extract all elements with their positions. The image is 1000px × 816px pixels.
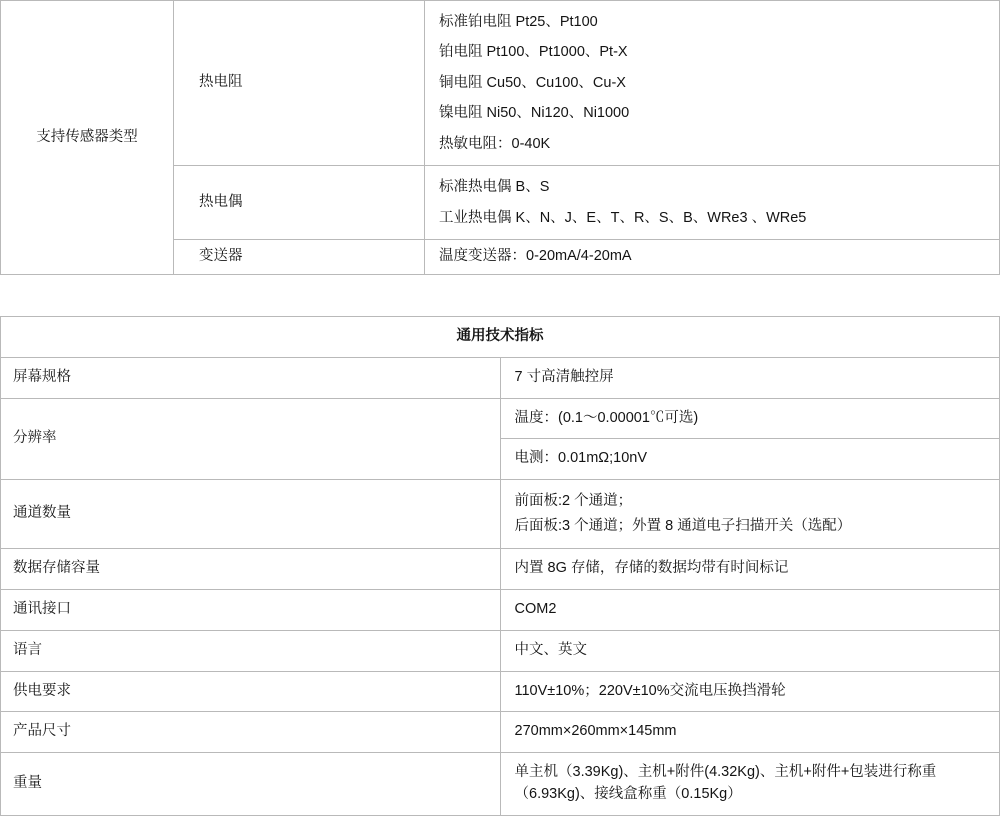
table-row: [1, 398, 1000, 439]
spec-key-screen: 屏幕规格: [1, 357, 501, 398]
sensor-group-values-thermocouple: [425, 166, 1000, 240]
list-item: 工业热电偶 K、N、J、E、T、R、S、B、WRe3 、WRe5: [439, 209, 807, 226]
spec-key-power: 供电要求: [1, 671, 501, 712]
table-row: [1, 671, 1000, 712]
general-spec-table: [0, 316, 1000, 816]
value-list: [439, 7, 999, 159]
table-row: [1, 357, 1000, 398]
spec-key-resolution: 分辨率: [1, 398, 501, 480]
sensor-type-table: [0, 0, 1000, 275]
spec-key-storage: 数据存储容量: [1, 549, 501, 590]
list-item: 铂电阻 Pt100、Pt1000、Pt-X: [439, 44, 628, 61]
spec-key-language: 语言: [1, 630, 501, 671]
spec-key-weight: 重量: [1, 753, 501, 816]
spec-key-interface: 通讯接口: [1, 590, 501, 631]
sensor-group-values-rtd: [425, 1, 1000, 166]
general-spec-table-container: [0, 316, 1000, 816]
table-row: [1, 753, 1000, 816]
sensor-group-name-transmitter: 变送器: [174, 240, 425, 275]
spec-value-weight: 单主机（3.39Kg)、主机+附件(4.32Kg)、主机+附件+包装进行称重（6.93Kg)、接线盒称重（0.15Kg）: [500, 753, 1000, 816]
value-list: [515, 489, 1000, 539]
spec-key-channels: 通道数量: [1, 480, 501, 549]
table-row: [1, 1, 1000, 166]
spec-value-channels: [500, 480, 1000, 549]
sensor-type-row-label: 支持传感器类型: [1, 1, 174, 275]
table-row: [1, 712, 1000, 753]
spec-value-power: 110V±10%；220V±10%交流电压换挡滑轮: [500, 671, 1000, 712]
sensor-type-table-container: [0, 0, 1000, 275]
list-item: 标准热电偶 B、S: [439, 179, 550, 196]
table-row: [1, 630, 1000, 671]
sensor-group-values-transmitter: 温度变送器：0-20mA/4-20mA: [425, 240, 1000, 275]
table-row: [1, 590, 1000, 631]
spec-value-storage: 内置 8G 存储，存储的数据均带有时间标记: [500, 549, 1000, 590]
spec-value-resolution-temp: 温度：(0.1～0.00001℃可选): [500, 398, 1000, 439]
spec-value-screen: 7 寸高清触控屏: [500, 357, 1000, 398]
spec-key-dimensions: 产品尺寸: [1, 712, 501, 753]
list-item: 前面板:2 个通道；: [514, 493, 633, 509]
list-item: 铜电阻 Cu50、Cu100、Cu-X: [439, 74, 626, 91]
spec-value-resolution-electrical: 电测：0.01mΩ;10nV: [500, 439, 1000, 480]
general-spec-title: 通用技术指标: [1, 317, 1000, 358]
list-item: 标准铂电阻 Pt25、Pt100: [439, 14, 598, 30]
list-item: 热敏电阻：0-40K: [439, 135, 551, 152]
table-row-title: [1, 317, 1000, 358]
list-item: 后面板:3 个通道；外置 8 通道电子扫描开关（选配）: [514, 518, 852, 535]
list-item: 镍电阻 Ni50、Ni120、Ni1000: [439, 105, 630, 122]
sensor-group-name-thermocouple: 热电偶: [174, 166, 425, 240]
spec-value-language: 中文、英文: [500, 630, 1000, 671]
table-row: [1, 480, 1000, 549]
value-list: [439, 172, 999, 233]
spec-value-dimensions: 270mm×260mm×145mm: [500, 712, 1000, 753]
table-row: [1, 549, 1000, 590]
spec-value-interface: COM2: [500, 590, 1000, 631]
sensor-group-name-rtd: 热电阻: [174, 1, 425, 166]
